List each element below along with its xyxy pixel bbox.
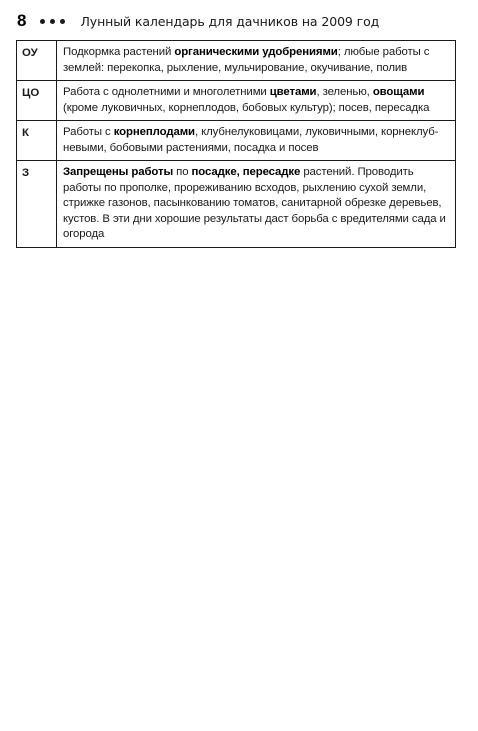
row-code: ЦО: [17, 81, 57, 121]
text-segment: (кроме луковичных, корнеплодов, бобовых культур); посев, пересадка: [63, 101, 430, 114]
row-description: [57, 121, 456, 161]
table-row: [17, 41, 456, 81]
text-segment-bold: корнеплодами: [113, 126, 195, 138]
text-segment: Подкормка растений: [63, 46, 175, 58]
text-segment-bold: Запрещены работы: [63, 166, 174, 178]
dots-ornament: [40, 19, 70, 24]
table-row: [17, 81, 456, 121]
row-code: К: [17, 121, 57, 161]
row-description: [57, 41, 456, 81]
text-segment-bold: овощами: [372, 86, 425, 98]
table-row: [17, 161, 456, 248]
dot-icon: [60, 19, 65, 24]
text-segment: Работа с однолетними и многолетними: [63, 86, 270, 98]
text-segment-bold: посадке, пересадке: [191, 166, 301, 178]
page-number: 8: [17, 11, 27, 30]
row-code: ОУ: [17, 41, 57, 81]
row-code: З: [17, 161, 57, 248]
table-row: [17, 121, 456, 161]
row-description: [57, 81, 456, 121]
text-segment-bold: органическими удобрениями: [174, 46, 338, 58]
text-segment: ; любые работы с землей: перекопка, рыхление, мульчирование, окучивание, полив: [63, 46, 430, 74]
text-segment: , клубнелуковицами, луковичными, корнеклуб-невыми, бобовыми растениями, посадка и посев: [63, 126, 439, 154]
dot-icon: [40, 19, 45, 24]
dot-icon: [50, 19, 55, 24]
legend-table: [16, 40, 456, 248]
text-segment: по: [173, 166, 192, 178]
running-title: Лунный календарь для дачников на 2009 год: [80, 13, 380, 29]
page-header: [17, 9, 379, 33]
row-description: [57, 161, 456, 248]
text-segment: , зеленью,: [316, 86, 373, 98]
text-segment: растений. Проводить работы по прополке, прореживанию всходов, рыхлению сухой земли, стрижке газонов, пасынкованию томатов, санитарной обрезке деревьев, кустов. В эти дни хорошие результаты даст борьба с вредителями сада и огорода: [63, 166, 446, 240]
text-segment: Работы с: [63, 126, 114, 138]
text-segment-bold: цветами: [269, 86, 317, 98]
